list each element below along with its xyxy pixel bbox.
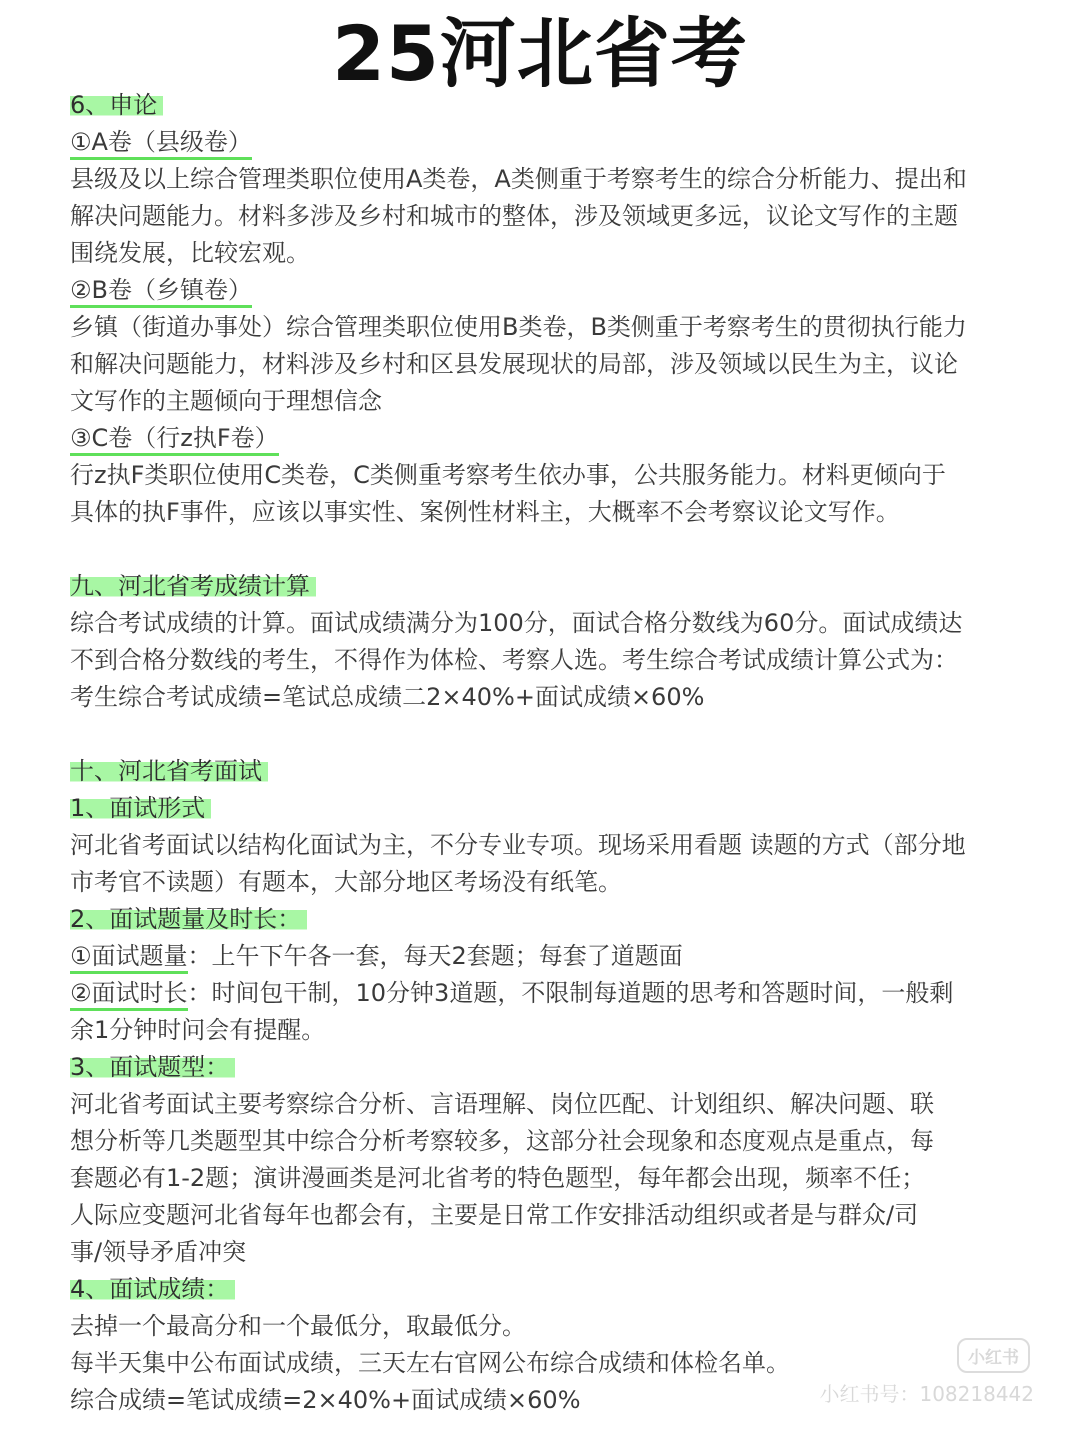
paragraph-line: 河北省考面试主要考察综合分析、言语理解、岗位匹配、计划组织、解决问题、联 [70,1090,934,1118]
spacer [70,531,1030,568]
subheading-label: ①A卷（县级卷） [70,128,252,160]
subheading-a-paper [70,124,1030,161]
subheading-interview-volume [70,901,1030,938]
section-heading-score-calc [70,568,1030,605]
subheading-interview-types [70,1049,1030,1086]
subheading-interview-score [70,1271,1030,1308]
paragraph-line: 人际应变题河北省每年也都会有，主要是日常工作安排活动组织或者是与群众/司 [70,1201,919,1229]
page-title: 25河北省考 [332,9,748,98]
paragraph-line: 每半天集中公布面试成绩，三天左右官网公布综合成绩和体检名单。 [70,1349,790,1377]
inline-text: ：时间包干制，10分钟3道题，不限制每道题的思考和答题时间，一般剩 [187,979,954,1007]
subheading-label: 3、面试题型： [70,1053,235,1081]
paragraph-line [70,975,1030,1012]
paragraph-line: 解决问题能力。材料多涉及乡村和城市的整体，涉及领域更多远，议论文写作的主题 [70,202,958,230]
inline-term: ①面试题量 [70,942,188,974]
paragraph-line [70,938,1030,975]
paragraph-line: 乡镇（街道办事处）综合管理类职位使用B类卷，B类侧重于考察考生的贯彻执行能力 [70,313,967,341]
paragraph-line: 文写作的主题倾向于理想信念 [70,387,382,415]
subheading-label: ②B卷（乡镇卷） [70,276,252,308]
watermark-id: 小红书号：108218442 [819,1382,1034,1406]
paragraph-line: 市考官不读题）有题本，大部分地区考场没有纸笔。 [70,868,622,896]
subheading-interview-form [70,790,1030,827]
paragraph-line: 余1分钟时问会有提醒。 [70,1016,326,1044]
spacer [70,716,1030,753]
subheading-c-paper [70,420,1030,457]
paragraph-line: 围绕发展，比较宏观。 [70,239,310,267]
subheading-label: ③C卷（行z执F卷） [70,424,279,456]
paragraph-line: 行z执F类职位使用C类卷，C类侧重考察考生依办事，公共服务能力。材料更倾向于 [70,461,946,489]
formula-line: 综合成绩=笔试成绩=2×40%+面试成绩×60% [70,1386,581,1414]
paragraph-line: 套题必有1-2题；演讲漫画类是河北省考的特色题型，每年都会出现，频率不任； [70,1164,926,1192]
inline-text: ：上午下午各一套，每天2套题；每套了道题面 [187,942,683,970]
paragraph-line: 县级及以上综合管理类职位使用A类卷，A类侧重于考察考生的综合分析能力、提出和 [70,165,967,193]
subheading-b-paper [70,272,1030,309]
watermark-logo: 小红书 [957,1338,1030,1373]
paragraph-line: 想分析等几类题型其中综合分析考察较多，这部分社会现象和态度观点是重点，每 [70,1127,934,1155]
paragraph-line: 综合考试成绩的计算。面试成绩满分为100分，面试合格分数线为60分。面试成绩达 [70,609,963,637]
document-body [70,87,1030,1419]
paragraph-line: 不到合格分数线的考生，不得作为体检、考察人选。考生综合考试成绩计算公式为： [70,646,958,674]
section-heading-label: 十、河北省考面试 [70,757,268,785]
section-heading-label: 九、河北省考成绩计算 [70,572,316,600]
subheading-label: 2、面试题量及时长： [70,905,307,933]
inline-term: ②面试时长 [70,979,188,1011]
paragraph-line: 去掉一个最高分和一个最低分，取最低分。 [70,1312,526,1340]
section-heading-shenlun [70,87,1030,124]
paragraph-line: 事/领导矛盾冲突 [70,1238,247,1266]
subheading-label: 1、面试形式 [70,794,211,822]
paragraph-line: 和解决问题能力，材料涉及乡村和区县发展现状的局部，涉及领域以民生为主，议论 [70,350,958,378]
paragraph-line: 河北省考面试以结构化面试为主，不分专业专项。现场采用看题 读题的方式（部分地 [70,831,966,859]
section-heading-interview [70,753,1030,790]
section-heading-label: 6、申论 [70,91,163,119]
paragraph-line: 具体的执F事件，应该以事实性、案例性材料主，大概率不会考察议论文写作。 [70,498,900,526]
subheading-label: 4、面试成绩： [70,1275,235,1303]
formula-line: 考生综合考试成绩=笔试总成绩二2×40%+面试成绩×60% [70,683,705,711]
